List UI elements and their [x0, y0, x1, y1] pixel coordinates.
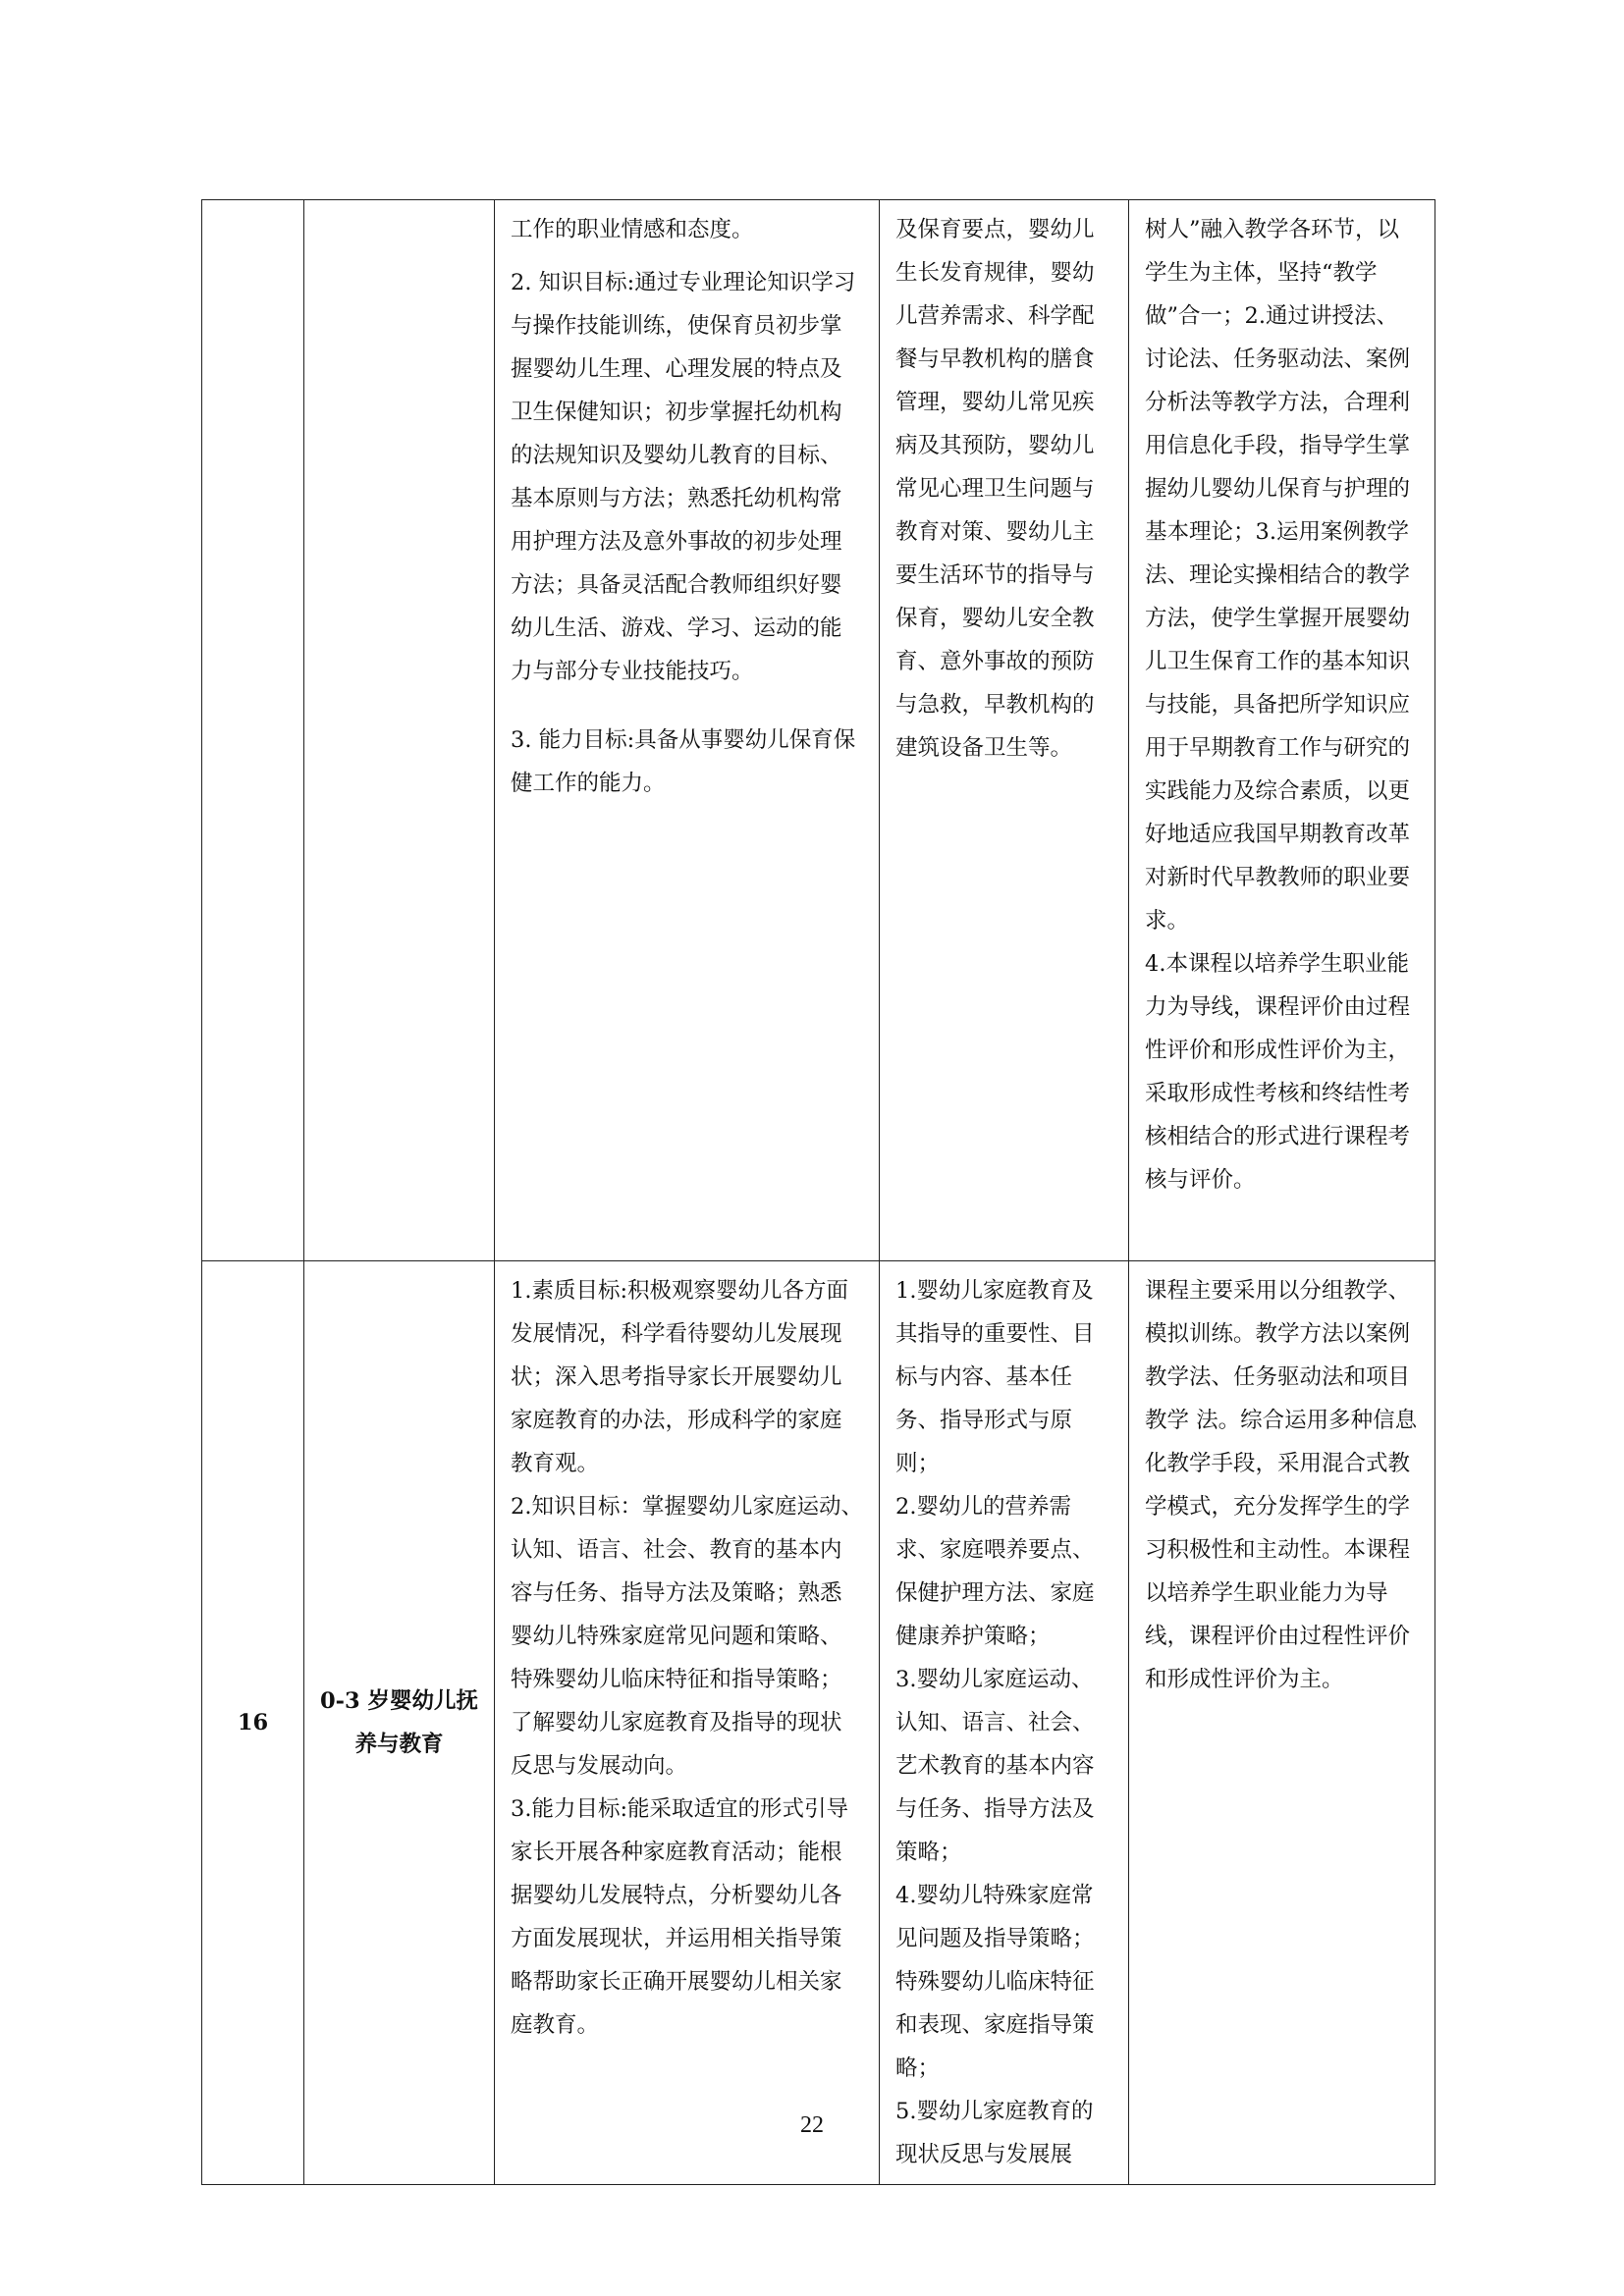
course-name-cell — [304, 200, 495, 1261]
content-paragraph: 及保育要点，婴幼儿生长发育规律，婴幼儿营养需求、科学配餐与早教机构的膳食管理，婴幼儿常见疾病及其预防，婴幼儿常见心理卫生问题与教育对策、婴幼儿主要生活环节的指导与保育，婴幼儿安全教育、意外事故的预防与急救，早教机构的建筑设备卫生等。 — [895, 217, 1095, 761]
objectives-cell — [495, 200, 880, 1261]
table-row — [202, 1261, 1435, 2185]
objective-paragraph: 2.知识目标：掌握婴幼儿家庭运动、认知、语言、社会、教育的基本内容与任务、指导方法及策略；熟悉婴幼儿特殊家庭常见问题和策略、特殊婴幼儿临床特征和指导策略；了解婴幼儿家庭教育及指导的现状反思与发展动向。 — [511, 1494, 863, 1779]
page-number: 22 — [800, 2112, 824, 2138]
row-number-cell: 16 — [202, 1261, 304, 2185]
teaching-cell — [1129, 200, 1435, 1261]
teaching-paragraph: 课程主要采用以分组教学、模拟训练。教学方法以案例教学法、任务驱动法和项目教学 法。综合运用多种信息化教学手段，采用混合式教学模式，充分发挥学生的学习积极性和主动性。本课程以培养学生职业能力为导线，课程评价由过程性评价和形成性评价为主。 — [1145, 1278, 1418, 1692]
course-name-cell: 0-3 岁婴幼儿抚养与教育 — [304, 1261, 495, 2185]
content-paragraph: 2.婴幼儿的营养需求、家庭喂养要点、保健护理方法、家庭健康养护策略； — [895, 1494, 1095, 1649]
content-cell — [880, 200, 1129, 1261]
content-paragraph: 4.婴幼儿特殊家庭常见问题及指导策略；特殊婴幼儿临床特征和表现、家庭指导策略； — [895, 1883, 1095, 2081]
teaching-paragraph: 树人”融入教学各环节，以学生为主体，坚持“教学做”合一；2.通过讲授法、讨论法、任务驱动法、案例分析法等教学方法，合理利用信息化手段，指导学生掌握幼儿婴幼儿保育与护理的基本理论；3.运用案例教学法、理论实操相结合的教学方法，使学生掌握开展婴幼儿卫生保育工作的基本知识与技能，具备把所学知识应用于早期教育工作与研究的实践能力及综合素质，以更好地适应我国早期教育改革对新时代早教教师的职业要求。 — [1145, 217, 1411, 934]
objectives-cell — [495, 1261, 880, 2185]
teaching-cell — [1129, 1261, 1435, 2185]
objective-paragraph: 3.能力目标:能采取适宜的形式引导家长开展各种家庭教育活动；能根据婴幼儿发展特点，分析婴幼儿各方面发展现状，并运用相关指导策略帮助家长正确开展婴幼儿相关家庭教育。 — [511, 1796, 849, 2038]
teaching-paragraph: 4.本课程以培养学生职业能力为导线，课程评价由过程性评价和形成性评价为主，采取形成性考核和终结性考核相结合的形式进行课程考核与评价。 — [1145, 951, 1411, 1193]
objective-paragraph: 3. 能力目标:具备从事婴幼儿保育保健工作的能力。 — [511, 727, 856, 796]
table-row — [202, 200, 1435, 1261]
objective-paragraph: 1.素质目标:积极观察婴幼儿各方面发展情况，科学看待婴幼儿发展现状；深入思考指导家长开展婴幼儿家庭教育的办法，形成科学的家庭教育观。 — [511, 1278, 849, 1476]
content-paragraph: 5.婴幼儿家庭教育的现状反思与发展展 — [895, 2099, 1094, 2167]
objective-paragraph: 工作的职业情感和态度。 — [511, 217, 754, 242]
content-paragraph: 1.婴幼儿家庭教育及其指导的重要性、目标与内容、基本任务、指导形式与原则； — [895, 1278, 1095, 1476]
content-paragraph: 3.婴幼儿家庭运动、认知、语言、社会、艺术教育的基本内容与任务、指导方法及策略； — [895, 1667, 1095, 1865]
content-cell — [880, 1261, 1129, 2185]
objective-paragraph: 2. 知识目标:通过专业理论知识学习与操作技能训练，使保育员初步掌握婴幼儿生理、心理发展的特点及卫生保健知识；初步掌握托幼机构的法规知识及婴幼儿教育的目标、基本原则与方法；熟悉托幼机构常用护理方法及意外事故的初步处理方法；具备灵活配合教师组织好婴幼儿生活、游戏、学习、运动的能力与部分专业技能技巧。 — [511, 270, 856, 684]
course-table — [201, 199, 1435, 2185]
row-number-cell — [202, 200, 304, 1261]
